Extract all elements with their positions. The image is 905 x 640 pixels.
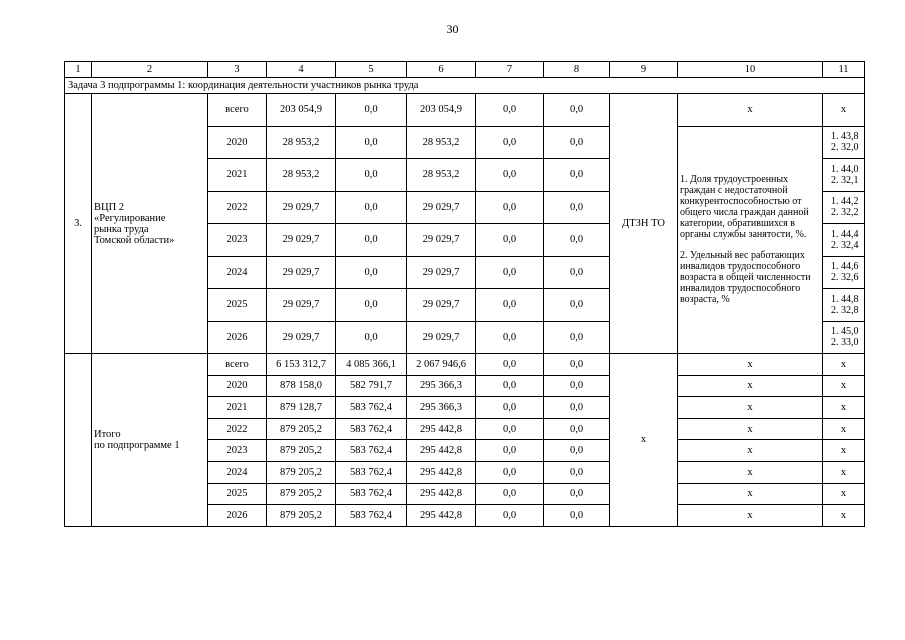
year-cell: 2021 <box>208 159 267 192</box>
table-cell: 878 158,0 <box>267 375 336 397</box>
indicator-value <box>823 289 865 322</box>
table-cell: 28 953,2 <box>407 126 476 159</box>
table-cell: 295 442,8 <box>407 461 476 483</box>
column-header: 7 <box>476 62 544 78</box>
table-cell: 4 085 366,1 <box>336 354 407 376</box>
table-cell: 879 128,7 <box>267 397 336 419</box>
table-cell: 28 953,2 <box>407 159 476 192</box>
table-cell: 295 366,3 <box>407 375 476 397</box>
year-cell: всего <box>208 354 267 376</box>
table-cell: 879 205,2 <box>267 505 336 527</box>
table-cell: 295 442,8 <box>407 483 476 505</box>
row-number <box>65 354 92 527</box>
indicator-description <box>678 126 823 354</box>
table-cell: 0,0 <box>336 224 407 257</box>
indicator-value <box>823 256 865 289</box>
year-cell: 2020 <box>208 126 267 159</box>
year-cell: 2024 <box>208 256 267 289</box>
table-cell: 0,0 <box>544 397 610 419</box>
table-cell: 0,0 <box>544 191 610 224</box>
year-cell: всего <box>208 94 267 127</box>
budget-table <box>64 61 865 527</box>
year-cell: 2024 <box>208 461 267 483</box>
column-header: 11 <box>823 62 865 78</box>
table-cell: 0,0 <box>476 440 544 462</box>
table-cell: 0,0 <box>336 321 407 354</box>
indicator-value-line: 2. 32,8 <box>831 304 859 316</box>
table-cell: 0,0 <box>336 126 407 159</box>
indicator-value-line: 2. 32,4 <box>831 239 859 251</box>
table-cell: 0,0 <box>544 321 610 354</box>
table-cell: 29 029,7 <box>267 289 336 322</box>
year-cell: 2026 <box>208 321 267 354</box>
table-cell: 0,0 <box>476 397 544 419</box>
table-cell: 0,0 <box>336 256 407 289</box>
executor-cell: ДТЗН ТО <box>610 94 678 354</box>
indicator-cell: х <box>678 94 823 127</box>
year-cell: 2025 <box>208 289 267 322</box>
table-cell: 0,0 <box>544 289 610 322</box>
name-line: рынка труда <box>94 223 149 235</box>
table-cell: 0,0 <box>476 461 544 483</box>
table-cell: 879 205,2 <box>267 418 336 440</box>
indicator-value-line: 1. 44,6 <box>831 261 859 273</box>
indicator-value-line: 2. 32,0 <box>831 142 859 154</box>
column-header-row <box>65 62 865 78</box>
indicator-value-line: 1. 45,0 <box>831 326 859 338</box>
table-cell: 0,0 <box>544 256 610 289</box>
table-cell: 29 029,7 <box>407 289 476 322</box>
table-cell: 583 762,4 <box>336 461 407 483</box>
year-cell: 2020 <box>208 375 267 397</box>
table-cell: 0,0 <box>336 191 407 224</box>
row-number: 3. <box>65 94 92 354</box>
table-cell: 0,0 <box>544 418 610 440</box>
name-line: «Регулирование <box>94 212 166 224</box>
table-row <box>65 354 865 376</box>
table-cell: 0,0 <box>544 461 610 483</box>
table-cell: 0,0 <box>544 440 610 462</box>
table-cell: 583 762,4 <box>336 483 407 505</box>
indicator-value: х <box>823 397 865 419</box>
task-title: Задача 3 подпрограммы 1: координация деятельности участников рынка труда <box>65 78 865 94</box>
table-cell: 0,0 <box>476 159 544 192</box>
year-cell: 2021 <box>208 397 267 419</box>
table-cell: 0,0 <box>476 505 544 527</box>
table-cell: 0,0 <box>544 483 610 505</box>
table-cell: 29 029,7 <box>267 256 336 289</box>
indicator-value <box>823 224 865 257</box>
indicator-value: х <box>823 505 865 527</box>
indicator-value <box>823 126 865 159</box>
column-header: 4 <box>267 62 336 78</box>
indicator-value: х <box>823 483 865 505</box>
column-header: 6 <box>407 62 476 78</box>
name-line: ВЦП 2 <box>94 201 125 213</box>
indicator-value-line: 1. 44,0 <box>831 163 859 175</box>
indicator-cell: х <box>678 418 823 440</box>
table-cell: 29 029,7 <box>407 224 476 257</box>
program-name <box>92 94 208 354</box>
table-cell: 29 029,7 <box>407 256 476 289</box>
year-cell: 2023 <box>208 440 267 462</box>
table-cell: 583 762,4 <box>336 397 407 419</box>
task-row <box>65 78 865 94</box>
indicator-value: х <box>823 375 865 397</box>
indicator-value-line: 2. 32,2 <box>831 207 859 219</box>
column-header: 10 <box>678 62 823 78</box>
table-cell: 0,0 <box>544 126 610 159</box>
table-cell: 0,0 <box>544 375 610 397</box>
column-header: 2 <box>92 62 208 78</box>
table-cell: 29 029,7 <box>407 321 476 354</box>
table-cell: 0,0 <box>544 94 610 127</box>
table-cell: 295 366,3 <box>407 397 476 419</box>
indicator-value-line: 1. 44,8 <box>831 293 859 305</box>
column-header: 1 <box>65 62 92 78</box>
indicator-value-line: 2. 32,6 <box>831 272 859 284</box>
column-header: 8 <box>544 62 610 78</box>
table-cell: 0,0 <box>476 126 544 159</box>
table-cell: 0,0 <box>476 354 544 376</box>
indicator-value-line: 1. 44,2 <box>831 196 859 208</box>
indicator-value: х <box>823 94 865 127</box>
indicator-cell: х <box>678 505 823 527</box>
table-cell: 203 054,9 <box>407 94 476 127</box>
table-cell: 879 205,2 <box>267 440 336 462</box>
column-header: 5 <box>336 62 407 78</box>
table-cell: 0,0 <box>476 289 544 322</box>
table-cell: 203 054,9 <box>267 94 336 127</box>
indicator-value-line: 1. 44,4 <box>831 228 859 240</box>
indicator-cell: х <box>678 397 823 419</box>
indicator-value-line: 1. 43,8 <box>831 131 859 143</box>
column-header: 9 <box>610 62 678 78</box>
year-cell: 2022 <box>208 418 267 440</box>
table-cell: 0,0 <box>544 224 610 257</box>
executor-cell: х <box>610 354 678 527</box>
name-line: по подпрограмме 1 <box>94 439 180 451</box>
table-cell: 0,0 <box>476 375 544 397</box>
table-cell: 28 953,2 <box>267 126 336 159</box>
indicator-text: 2. Удельный вес работающих инвалидов трудоспособного возраста в общей численности инвалидов трудоспособного возраста, % <box>680 250 811 306</box>
table-cell: 0,0 <box>476 94 544 127</box>
indicator-value <box>823 321 865 354</box>
indicator-cell: х <box>678 461 823 483</box>
column-header: 3 <box>208 62 267 78</box>
table-cell: 879 205,2 <box>267 483 336 505</box>
indicator-value <box>823 191 865 224</box>
indicator-value: х <box>823 440 865 462</box>
indicator-value <box>823 159 865 192</box>
table-cell: 295 442,8 <box>407 440 476 462</box>
table-cell: 583 762,4 <box>336 440 407 462</box>
table-cell: 29 029,7 <box>407 191 476 224</box>
indicator-cell: х <box>678 440 823 462</box>
table-cell: 2 067 946,6 <box>407 354 476 376</box>
table-cell: 0,0 <box>336 289 407 322</box>
table-cell: 0,0 <box>336 159 407 192</box>
table-cell: 29 029,7 <box>267 191 336 224</box>
table-cell: 0,0 <box>336 94 407 127</box>
table-cell: 0,0 <box>544 159 610 192</box>
page-number: 30 <box>446 22 459 36</box>
table-cell: 29 029,7 <box>267 321 336 354</box>
indicator-value: х <box>823 354 865 376</box>
indicator-value-line: 2. 33,0 <box>831 337 859 349</box>
table-cell: 583 762,4 <box>336 505 407 527</box>
indicator-value-line: 2. 32,1 <box>831 174 859 186</box>
name-line: Томской области» <box>94 234 175 246</box>
year-cell: 2026 <box>208 505 267 527</box>
indicator-value: х <box>823 461 865 483</box>
table-row <box>65 94 865 127</box>
table-cell: 0,0 <box>476 483 544 505</box>
table-cell: 0,0 <box>476 191 544 224</box>
year-cell: 2025 <box>208 483 267 505</box>
table-cell: 29 029,7 <box>267 224 336 257</box>
table-cell: 0,0 <box>544 505 610 527</box>
table-cell: 295 442,8 <box>407 418 476 440</box>
indicator-text: 1. Доля трудоустроенных граждан с недостаточной конкурентоспособностью от общего числа граждан данной категории, обратившихся в органы службы занятости, %. <box>680 174 809 241</box>
name-line: Итого <box>94 428 121 440</box>
table-cell: 879 205,2 <box>267 461 336 483</box>
indicator-value: х <box>823 418 865 440</box>
table-cell: 0,0 <box>476 256 544 289</box>
year-cell: 2023 <box>208 224 267 257</box>
table-cell: 6 153 312,7 <box>267 354 336 376</box>
indicator-cell: х <box>678 354 823 376</box>
table-cell: 28 953,2 <box>267 159 336 192</box>
table-cell: 0,0 <box>476 418 544 440</box>
indicator-cell: х <box>678 375 823 397</box>
table-cell: 0,0 <box>476 224 544 257</box>
total-name <box>92 354 208 527</box>
table-cell: 0,0 <box>544 354 610 376</box>
table-cell: 583 762,4 <box>336 418 407 440</box>
year-cell: 2022 <box>208 191 267 224</box>
table-cell: 295 442,8 <box>407 505 476 527</box>
indicator-cell: х <box>678 483 823 505</box>
table-cell: 582 791,7 <box>336 375 407 397</box>
table-cell: 0,0 <box>476 321 544 354</box>
